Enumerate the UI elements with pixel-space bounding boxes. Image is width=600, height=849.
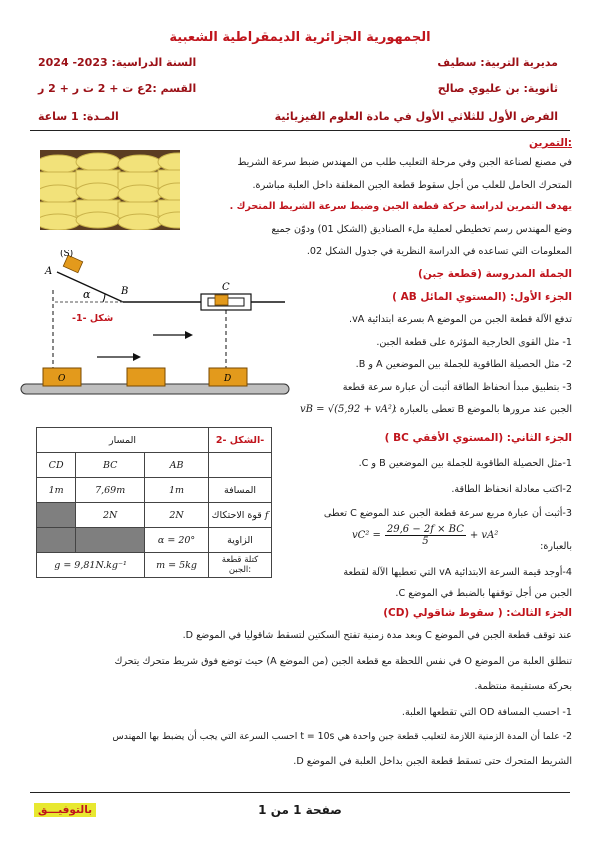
dist-bc: 7,69m xyxy=(76,478,145,503)
good-luck: بالتوفيـــق xyxy=(34,803,96,817)
studied-system: الجملة المدروسة (قطعة جبن) xyxy=(418,268,572,280)
formula-vc-lhs: vC² = xyxy=(352,530,381,541)
angle-cd xyxy=(37,528,76,553)
exercise-goal: يهدف التمرين لدراسة حركة قطعة الجبن وضبط سرعة الشريط المتحرك . xyxy=(229,201,572,212)
row-friction xyxy=(209,503,272,528)
figure-2-table-wrap xyxy=(36,427,272,578)
part-1-q1: 1- مثل القوى الخارجية المؤثرة على قطعة الجبن. xyxy=(376,337,572,348)
corner-cell xyxy=(209,453,272,478)
col-cd: CD xyxy=(37,453,76,478)
part-2-q2: 2-اكتب معادلة انحفاظ الطاقة. xyxy=(451,484,572,495)
col-ab: AB xyxy=(145,453,209,478)
header-path: المسار xyxy=(37,428,209,453)
part-3-p2: تنطلق العلبة من الموضع O في نفس اللحظة مع قطعة الجبن (من الموضع A) حيث توضع فوق شريط متحرك يتحرك xyxy=(114,656,572,667)
angle-ab: α = 20° xyxy=(145,528,209,553)
formula-vc-numerator: 29,6 − 2f × BC xyxy=(386,524,464,535)
formula-vc-rhs: + vA² xyxy=(469,530,499,541)
cheese-photo-art xyxy=(40,150,180,230)
part-2-q1: 1-مثل الحصيلة الطاقوية للجملة بين الموضعين B و C. xyxy=(358,458,572,469)
row-angle: الزاوية xyxy=(209,528,272,553)
angle-bc xyxy=(76,528,145,553)
part-3-q2a: 2- علما أن المدة الزمنية اللازمة لتعليب قطعة جبن واحدة هي t = 10s احسب السرعة التي يجب أن يضبط بها المهندس xyxy=(112,731,572,742)
part-2-q4b: الجبن من أجل توقفها بالضبط في الموضع C. xyxy=(395,588,572,599)
formula-vc-denominator: 5 xyxy=(422,536,429,547)
intro-line-2: المتحرك الحامل للعلب من أجل سقوط قطعة الجبن المغلفة داخل العلبة مباشرة. xyxy=(252,180,572,191)
figure-1-diagram xyxy=(15,250,295,400)
part-1-q3b: الجبن عند مرورها بالموضع B تعطى بالعبارة : xyxy=(393,404,572,415)
part-2-q3b: بالعبارة: xyxy=(540,541,572,552)
label-alpha: α xyxy=(83,288,91,301)
mass: m = 5kg xyxy=(145,553,209,578)
dist-cd: 1m xyxy=(37,478,76,503)
figure-2-table xyxy=(36,427,272,578)
exam-title: الفرض الأول للثلاثي الأول في مادة العلوم الفيزيائية xyxy=(274,110,558,123)
header-divider xyxy=(30,130,570,131)
row-mass: كتلة قطعة الجبن: xyxy=(209,553,272,578)
republic-title: الجمهورية الجزائرية الديمقراطية الشعبية xyxy=(169,30,431,45)
row-friction-label: قوة الاحتكاك xyxy=(211,509,262,521)
formula-vc-fraction xyxy=(385,524,466,547)
fric-ab: 2N xyxy=(145,503,209,528)
part-2-q4a: 4-أوجد قيمة السرعة الابتدائية vA التي تعطيها الآلة لقطعة xyxy=(343,567,572,578)
part-3-title: الجزء الثالث: ( سقوط شاقولي (CD) xyxy=(383,607,572,619)
fric-cd xyxy=(37,503,76,528)
exercise-title: التمرين: xyxy=(529,137,572,149)
part-1-q2: 2- مثل الحصيلة الطاقوية للجملة بين الموضعين A و B. xyxy=(355,359,572,370)
part-1-title: الجزء الأول: (المستوي المائل AB ) xyxy=(392,291,572,303)
part-1-q0: تدفع الآلة قطعة الجبن من الموضع A بسرعة ابتدائية vA. xyxy=(349,314,572,325)
label-s: (S) xyxy=(60,250,74,259)
part-1-q3a: 3- بتطبيق مبدأ انحفاظ الطاقة أثبت أن عبارة سرعة قطعة xyxy=(342,382,572,393)
page-number: صفحة 1 من 1 xyxy=(258,803,342,817)
label-d: D xyxy=(224,374,232,384)
belt-arrow-2-head xyxy=(185,331,193,339)
part-3-q1: 1- احسب المسافة OD التي تقطعها العلبة. xyxy=(401,707,572,718)
label-a: A xyxy=(45,266,53,277)
part-3-q2b: الشريط المتحرك حتى تسقط قطعة الجبن بداخل العلبة في الموضع D. xyxy=(293,756,572,767)
footer-divider xyxy=(30,792,570,793)
figure-2-caption: الشكل -2- xyxy=(209,428,272,453)
alpha-arc xyxy=(103,294,105,302)
intro-line-1: في مصنع لصناعة الجبن وفي مرحلة التعليب طلب من المهندس ضبط سرعة الشريط xyxy=(237,157,572,168)
label-o: O xyxy=(58,374,66,384)
col-bc: BC xyxy=(76,453,145,478)
label-b: B xyxy=(121,286,129,297)
intro-line-3: وضع المهندس رسم تخطيطي لعملية ملء الصناديق (الشكل 01) ودوّن جميع xyxy=(271,224,572,235)
friction-symbol: f xyxy=(264,509,269,521)
formula-vb: vB = √(5,92 + vA²) xyxy=(300,404,396,415)
row-distance: المسافة xyxy=(209,478,272,503)
cheese-photo xyxy=(40,150,180,230)
gravity: g = 9,81N.kg⁻¹ xyxy=(37,553,145,578)
part-3-p3: بحركة مستقيمة منتظمة. xyxy=(474,681,572,692)
part-2-q3a: 3-أثبت أن عبارة مربع سرعة قطعة الجبن عند الموضع C تعطى xyxy=(323,508,572,519)
box-middle xyxy=(127,368,165,386)
school-year: السنة الدراسية: 2023- 2024 xyxy=(38,56,197,69)
formula-vc xyxy=(352,524,498,547)
directorate: مديرية التربية: سطيف xyxy=(437,56,558,69)
part-2-title: الجزء الثاني: (المستوي الأفقي BC ) xyxy=(384,432,572,444)
label-c: C xyxy=(222,282,230,293)
figure-1-caption: شكل -1- xyxy=(72,313,114,324)
part-3-p1: عند توقف قطعة الجبن في الموضع C وبعد مدة زمنية تفتح السكتين لتسقط شاقوليا في الموضع D. xyxy=(182,630,572,641)
fric-bc: 2N xyxy=(76,503,145,528)
intro-line-4: المعلومات التي تساعده في الدراسة النظرية في جدول الشكل 02. xyxy=(306,246,572,257)
cheese-in-dispenser xyxy=(215,295,228,305)
duration: المـدة: 1 ساعة xyxy=(38,110,119,123)
belt-arrow-1-head xyxy=(133,353,141,361)
school-name: ثانوية: بن عليوي صالح xyxy=(437,82,558,95)
dist-ab: 1m xyxy=(145,478,209,503)
class-section: القسم :2ع ت + 2 ت ر + 2 ر xyxy=(38,82,197,95)
